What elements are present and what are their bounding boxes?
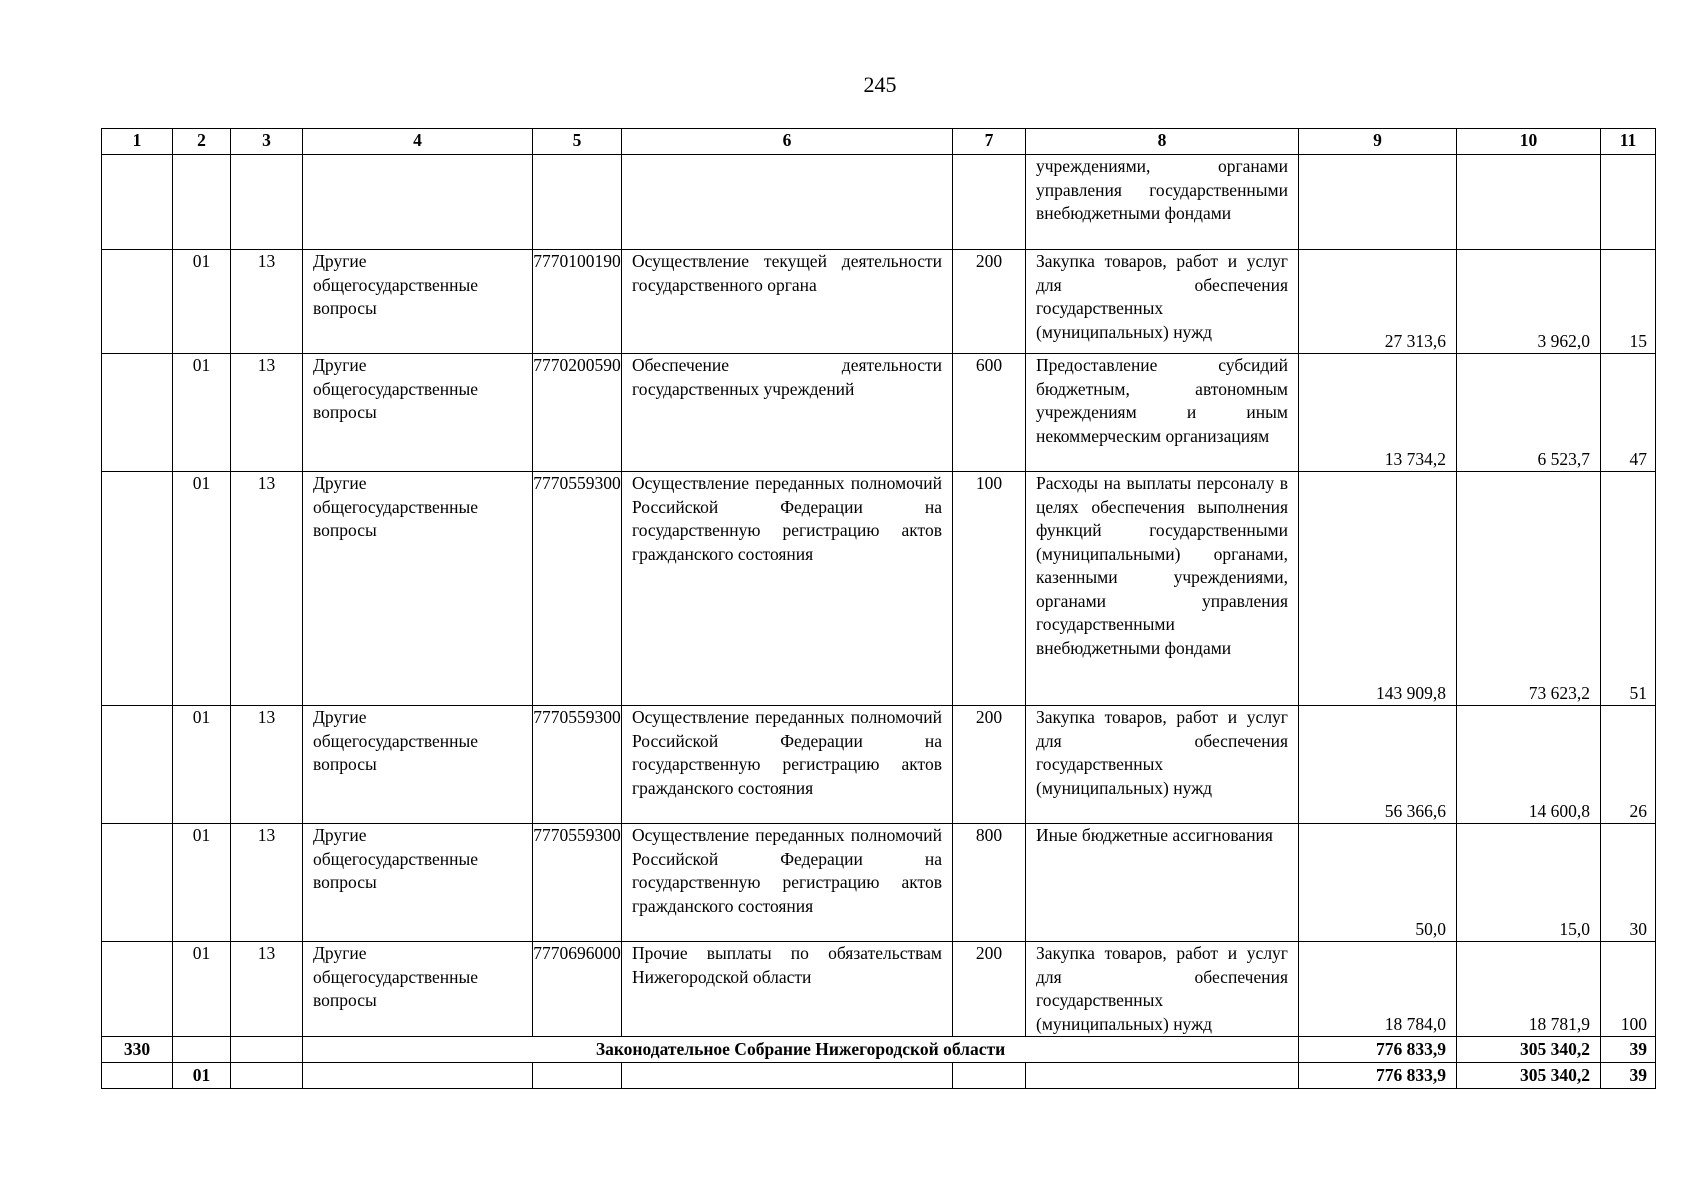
column-header: 2 — [173, 129, 231, 155]
subsection-name-cell: Другие общегосударственные вопросы — [303, 706, 533, 824]
ministry-title-cell: Законодательное Собрание Нижегородской области — [303, 1037, 1299, 1063]
column-header: 8 — [1026, 129, 1299, 155]
subsection-name-cell: Другие общегосударственные вопросы — [303, 354, 533, 472]
expense-code-cell: 800 — [953, 824, 1026, 942]
actual-amount-cell: 305 340,2 — [1457, 1063, 1601, 1089]
percent-cell: 100 — [1601, 942, 1656, 1037]
header-row — [102, 129, 1656, 155]
section-cell: 01 — [173, 824, 231, 942]
plan-amount-cell: 18 784,0 — [1299, 942, 1457, 1037]
expense-type-cell: Закупка товаров, работ и услуг для обеспечения государственных (муниципальных) нужд — [1026, 942, 1299, 1037]
plan-amount-cell: 27 313,6 — [1299, 250, 1457, 354]
column-header: 1 — [102, 129, 173, 155]
subsection-cell: 13 — [231, 706, 303, 824]
subsection-name-cell: Другие общегосударственные вопросы — [303, 942, 533, 1037]
target-name-cell: Осуществление переданных полномочий Российской Федерации на государственную регистрацию актов гражданского состояния — [622, 824, 953, 942]
column-header: 3 — [231, 129, 303, 155]
plan-amount-cell: 56 366,6 — [1299, 706, 1457, 824]
column-header: 11 — [1601, 129, 1656, 155]
expense-code-cell: 600 — [953, 354, 1026, 472]
subsection-cell: 13 — [231, 250, 303, 354]
column-header: 10 — [1457, 129, 1601, 155]
actual-amount-cell: 305 340,2 — [1457, 1037, 1601, 1063]
percent-cell: 39 — [1601, 1037, 1656, 1063]
target-name-cell: Прочие выплаты по обязательствам Нижегородской области — [622, 942, 953, 1037]
table-row — [102, 824, 1656, 942]
table-row — [102, 472, 1656, 706]
target-code-cell: 7770559300 — [533, 706, 622, 824]
target-code-cell: 7770200590 — [533, 354, 622, 472]
section-cell: 01 — [173, 706, 231, 824]
subsection-cell: 13 — [231, 824, 303, 942]
column-header: 5 — [533, 129, 622, 155]
expense-type-cell: Расходы на выплаты персоналу в целях обеспечения выполнения функций государственными (муниципальными) органами, казенными учреждениями, органами управления государственными внебюджетными фондами — [1026, 472, 1299, 706]
section-cell: 01 — [173, 1063, 231, 1089]
target-name-cell: Обеспечение деятельности государственных учреждений — [622, 354, 953, 472]
page-number: 245 — [863, 72, 897, 97]
percent-cell: 47 — [1601, 354, 1656, 472]
ministry-code-cell: 330 — [102, 1037, 173, 1063]
plan-amount-cell: 776 833,9 — [1299, 1063, 1457, 1089]
percent-cell: 15 — [1601, 250, 1656, 354]
percent-cell: 26 — [1601, 706, 1656, 824]
table-row — [102, 155, 1656, 250]
column-header: 9 — [1299, 129, 1457, 155]
expense-type-cell: Предоставление субсидий бюджетным, автономным учреждениям и иным некоммерческим организациям — [1026, 354, 1299, 472]
section-cell: 01 — [173, 250, 231, 354]
subsection-name-cell: Другие общегосударственные вопросы — [303, 824, 533, 942]
section-cell: 01 — [173, 354, 231, 472]
actual-amount-cell: 3 962,0 — [1457, 250, 1601, 354]
subsection-name-cell: Другие общегосударственные вопросы — [303, 250, 533, 354]
column-header: 6 — [622, 129, 953, 155]
expense-type-cell: учреждениями, органами управления государственными внебюджетными фондами — [1026, 155, 1299, 250]
plan-amount-cell: 50,0 — [1299, 824, 1457, 942]
table-row — [102, 354, 1656, 472]
target-code-cell: 7770559300 — [533, 824, 622, 942]
target-code-cell: 7770559300 — [533, 472, 622, 706]
actual-amount-cell: 6 523,7 — [1457, 354, 1601, 472]
expense-code-cell: 200 — [953, 250, 1026, 354]
expense-type-cell: Закупка товаров, работ и услуг для обеспечения государственных (муниципальных) нужд — [1026, 250, 1299, 354]
subsection-cell: 13 — [231, 354, 303, 472]
expense-code-cell: 200 — [953, 942, 1026, 1037]
expense-type-cell: Закупка товаров, работ и услуг для обеспечения государственных (муниципальных) нужд — [1026, 706, 1299, 824]
plan-amount-cell: 13 734,2 — [1299, 354, 1457, 472]
percent-cell: 51 — [1601, 472, 1656, 706]
expense-code-cell: 200 — [953, 706, 1026, 824]
section-cell: 01 — [173, 942, 231, 1037]
total-row — [102, 1063, 1656, 1089]
table-row — [102, 706, 1656, 824]
column-header: 4 — [303, 129, 533, 155]
actual-amount-cell: 14 600,8 — [1457, 706, 1601, 824]
target-code-cell: 7770696000 — [533, 942, 622, 1037]
percent-cell: 30 — [1601, 824, 1656, 942]
expense-type-cell: Иные бюджетные ассигнования — [1026, 824, 1299, 942]
plan-amount-cell: 143 909,8 — [1299, 472, 1457, 706]
expense-code-cell: 100 — [953, 472, 1026, 706]
plan-amount-cell: 776 833,9 — [1299, 1037, 1457, 1063]
table-row — [102, 250, 1656, 354]
column-header: 7 — [953, 129, 1026, 155]
subsection-cell: 13 — [231, 942, 303, 1037]
target-name-cell: Осуществление переданных полномочий Российской Федерации на государственную регистрацию актов гражданского состояния — [622, 472, 953, 706]
target-name-cell: Осуществление переданных полномочий Российской Федерации на государственную регистрацию актов гражданского состояния — [622, 706, 953, 824]
actual-amount-cell: 15,0 — [1457, 824, 1601, 942]
subsection-cell: 13 — [231, 472, 303, 706]
actual-amount-cell: 73 623,2 — [1457, 472, 1601, 706]
budget-table — [101, 128, 1656, 1089]
target-code-cell: 7770100190 — [533, 250, 622, 354]
target-name-cell: Осуществление текущей деятельности государственного органа — [622, 250, 953, 354]
actual-amount-cell: 18 781,9 — [1457, 942, 1601, 1037]
section-cell: 01 — [173, 472, 231, 706]
subsection-name-cell: Другие общегосударственные вопросы — [303, 472, 533, 706]
percent-cell: 39 — [1601, 1063, 1656, 1089]
total-row — [102, 1037, 1656, 1063]
table-row — [102, 942, 1656, 1037]
